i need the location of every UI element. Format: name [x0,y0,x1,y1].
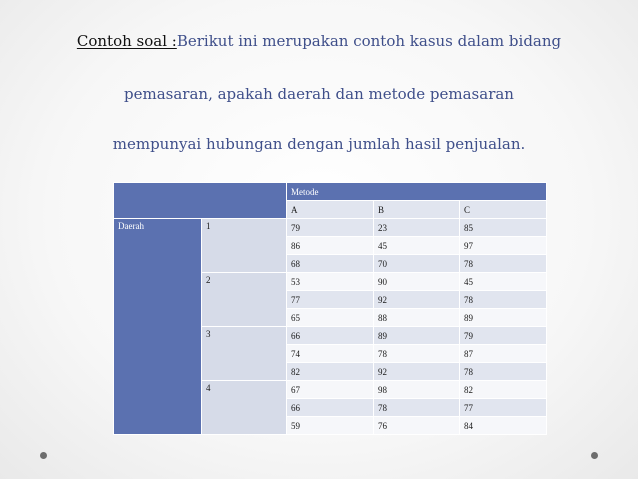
value-cell: 92 [374,291,460,309]
value-cell: 66 [287,399,374,417]
value-cell: 78 [460,363,547,381]
method-header-a: A [287,201,374,219]
value-cell: 84 [460,417,547,435]
value-cell: 98 [374,381,460,399]
value-cell: 74 [287,345,374,363]
value-cell: 45 [374,237,460,255]
value-cell: 78 [374,345,460,363]
value-cell: 70 [374,255,460,273]
value-cell: 76 [374,417,460,435]
value-cell: 77 [287,291,374,309]
value-cell: 97 [460,237,547,255]
value-cell: 65 [287,309,374,327]
heading-text-1: Berikut ini merupakan contoh kasus dalam bidang [176,32,562,50]
contoh-soal-label: Contoh soal : [76,32,177,50]
method-header-c: C [460,201,547,219]
metode-header: Metode [287,183,547,201]
heading-line-2: pemasaran, apakah daerah dan metode pemasaran [124,85,514,103]
daerah-group-id: 3 [202,327,287,381]
value-cell: 86 [287,237,374,255]
value-cell: 53 [287,273,374,291]
value-cell: 79 [287,219,374,237]
daerah-group-id: 2 [202,273,287,327]
value-cell: 90 [374,273,460,291]
data-table [113,182,547,435]
value-cell: 82 [460,381,547,399]
value-cell: 92 [374,363,460,381]
value-cell: 89 [460,309,547,327]
heading-line-1 [0,32,638,50]
value-cell: 68 [287,255,374,273]
value-cell: 77 [460,399,547,417]
method-header-b: B [374,201,460,219]
value-cell: 79 [460,327,547,345]
daerah-group-id: 1 [202,219,287,273]
value-cell: 89 [374,327,460,345]
table-row [114,219,547,237]
daerah-label: Daerah [114,219,202,435]
value-cell: 87 [460,345,547,363]
value-cell: 23 [374,219,460,237]
value-cell: 85 [460,219,547,237]
value-cell: 82 [287,363,374,381]
value-cell: 67 [287,381,374,399]
value-cell: 88 [374,309,460,327]
slide-dot-right [591,452,598,459]
daerah-group-id: 4 [202,381,287,435]
value-cell: 78 [460,255,547,273]
value-cell: 45 [460,273,547,291]
value-cell: 78 [460,291,547,309]
slide-dot-left [40,452,47,459]
value-cell: 66 [287,327,374,345]
value-cell: 78 [374,399,460,417]
corner-cell [114,183,287,219]
value-cell: 59 [287,417,374,435]
heading-line-3: mempunyai hubungan dengan jumlah hasil penjualan. [112,135,526,153]
